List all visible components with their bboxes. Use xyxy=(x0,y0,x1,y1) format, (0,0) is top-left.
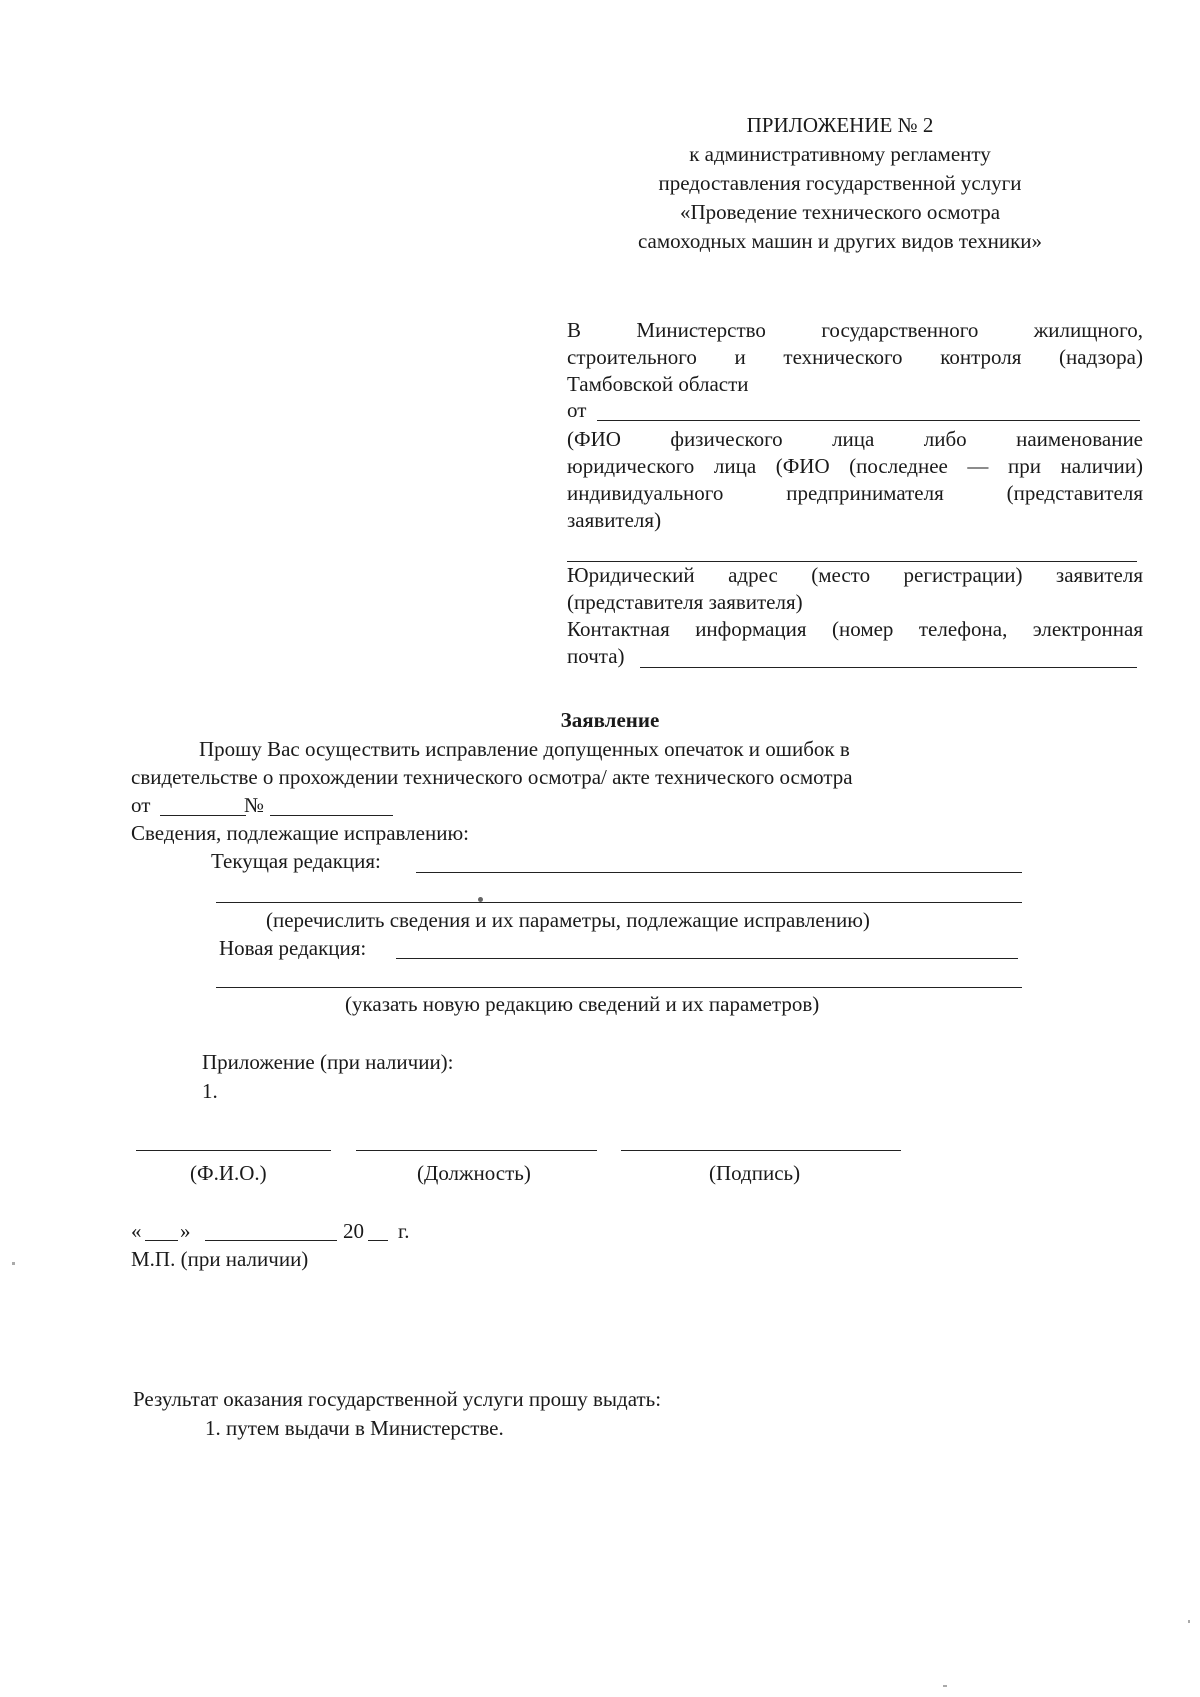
statement-from-label: от xyxy=(131,793,151,817)
new-edition-field-2[interactable] xyxy=(216,987,1022,988)
contact-label-1: Контактная информация (номер телефона, электронная xyxy=(567,617,1143,641)
date-close-quote: » xyxy=(180,1219,191,1243)
addressee-line-1: В Министерство государственного жилищного, xyxy=(567,318,1143,342)
statement-number-label: № xyxy=(244,793,265,817)
signature-caption: (Подпись) xyxy=(709,1161,801,1185)
current-edition-field[interactable] xyxy=(416,872,1022,873)
scan-speck xyxy=(12,1262,15,1265)
current-edition-label: Текущая редакция: xyxy=(211,849,381,873)
current-edition-field-2[interactable] xyxy=(216,902,1022,903)
statement-body-2: свидетельстве о прохождении технического осмотра/ акте технического осмотра xyxy=(131,765,853,789)
legal-address-label-2: (представителя заявителя) xyxy=(567,590,803,614)
fio-caption: (Ф.И.О.) xyxy=(190,1161,267,1185)
scan-speck xyxy=(1188,1620,1190,1623)
appendix-line-4: «Проведение технического осмотра xyxy=(679,200,1001,224)
appendix-title: ПРИЛОЖЕНИЕ № 2 xyxy=(746,113,934,137)
statement-body-1: Прошу Вас осуществить исправление допущенных опечаток и ошибок в xyxy=(199,737,850,761)
statement-number-field[interactable] xyxy=(270,815,393,816)
scan-speck xyxy=(943,1685,947,1687)
new-edition-field[interactable] xyxy=(396,958,1018,959)
applicant-note-3: индивидуального предпринимателя (представителя xyxy=(567,481,1143,505)
position-field[interactable] xyxy=(356,1150,597,1151)
applicant-note-1: (ФИО физического лица либо наименование xyxy=(567,427,1143,451)
details-label: Сведения, подлежащие исправлению: xyxy=(131,821,469,845)
addressee-line-2: строительного и технического контроля (надзора) xyxy=(567,345,1143,369)
addressee-line-3: Тамбовской области xyxy=(567,372,749,396)
result-label: Результат оказания государственной услуги прошу выдать: xyxy=(133,1387,662,1411)
new-edition-label: Новая редакция: xyxy=(219,936,367,960)
legal-address-label-1: Юридический адрес (место регистрации) заявителя xyxy=(567,563,1143,587)
from-label: от xyxy=(567,398,587,422)
statement-date-field[interactable] xyxy=(160,815,246,816)
current-edition-note: (перечислить сведения и их параметры, подлежащие исправлению) xyxy=(266,908,870,932)
ink-dot xyxy=(478,897,483,902)
date-month-field[interactable] xyxy=(205,1240,337,1241)
appendix-line-5: самоходных машин и других видов техники» xyxy=(637,229,1043,253)
date-day-field[interactable] xyxy=(145,1240,178,1241)
attachment-item-1: 1. xyxy=(202,1079,218,1103)
contact-field[interactable] xyxy=(640,667,1137,668)
applicant-note-4: заявителя) xyxy=(567,508,662,532)
fio-field[interactable] xyxy=(136,1150,331,1151)
appendix-line-3: предоставления государственной услуги xyxy=(658,171,1022,195)
statement-title: Заявление xyxy=(560,708,660,732)
appendix-line-2: к административному регламенту xyxy=(689,142,991,166)
date-year-suffix: г. xyxy=(398,1219,410,1243)
signature-field[interactable] xyxy=(621,1150,901,1151)
date-open-quote: « xyxy=(131,1219,142,1243)
contact-label-2: почта) xyxy=(567,644,625,668)
from-name-field[interactable] xyxy=(597,420,1140,421)
applicant-note-2: юридического лица (ФИО (последнее — при наличии) xyxy=(567,454,1143,478)
date-year-field[interactable] xyxy=(368,1240,388,1241)
result-item-1: 1. путем выдачи в Министерстве. xyxy=(205,1416,504,1440)
stamp-label: М.П. (при наличии) xyxy=(131,1247,309,1271)
new-edition-note: (указать новую редакцию сведений и их параметров) xyxy=(345,992,820,1016)
attachment-label: Приложение (при наличии): xyxy=(202,1050,454,1074)
date-year-prefix: 20 xyxy=(343,1219,364,1243)
position-caption: (Должность) xyxy=(417,1161,531,1185)
